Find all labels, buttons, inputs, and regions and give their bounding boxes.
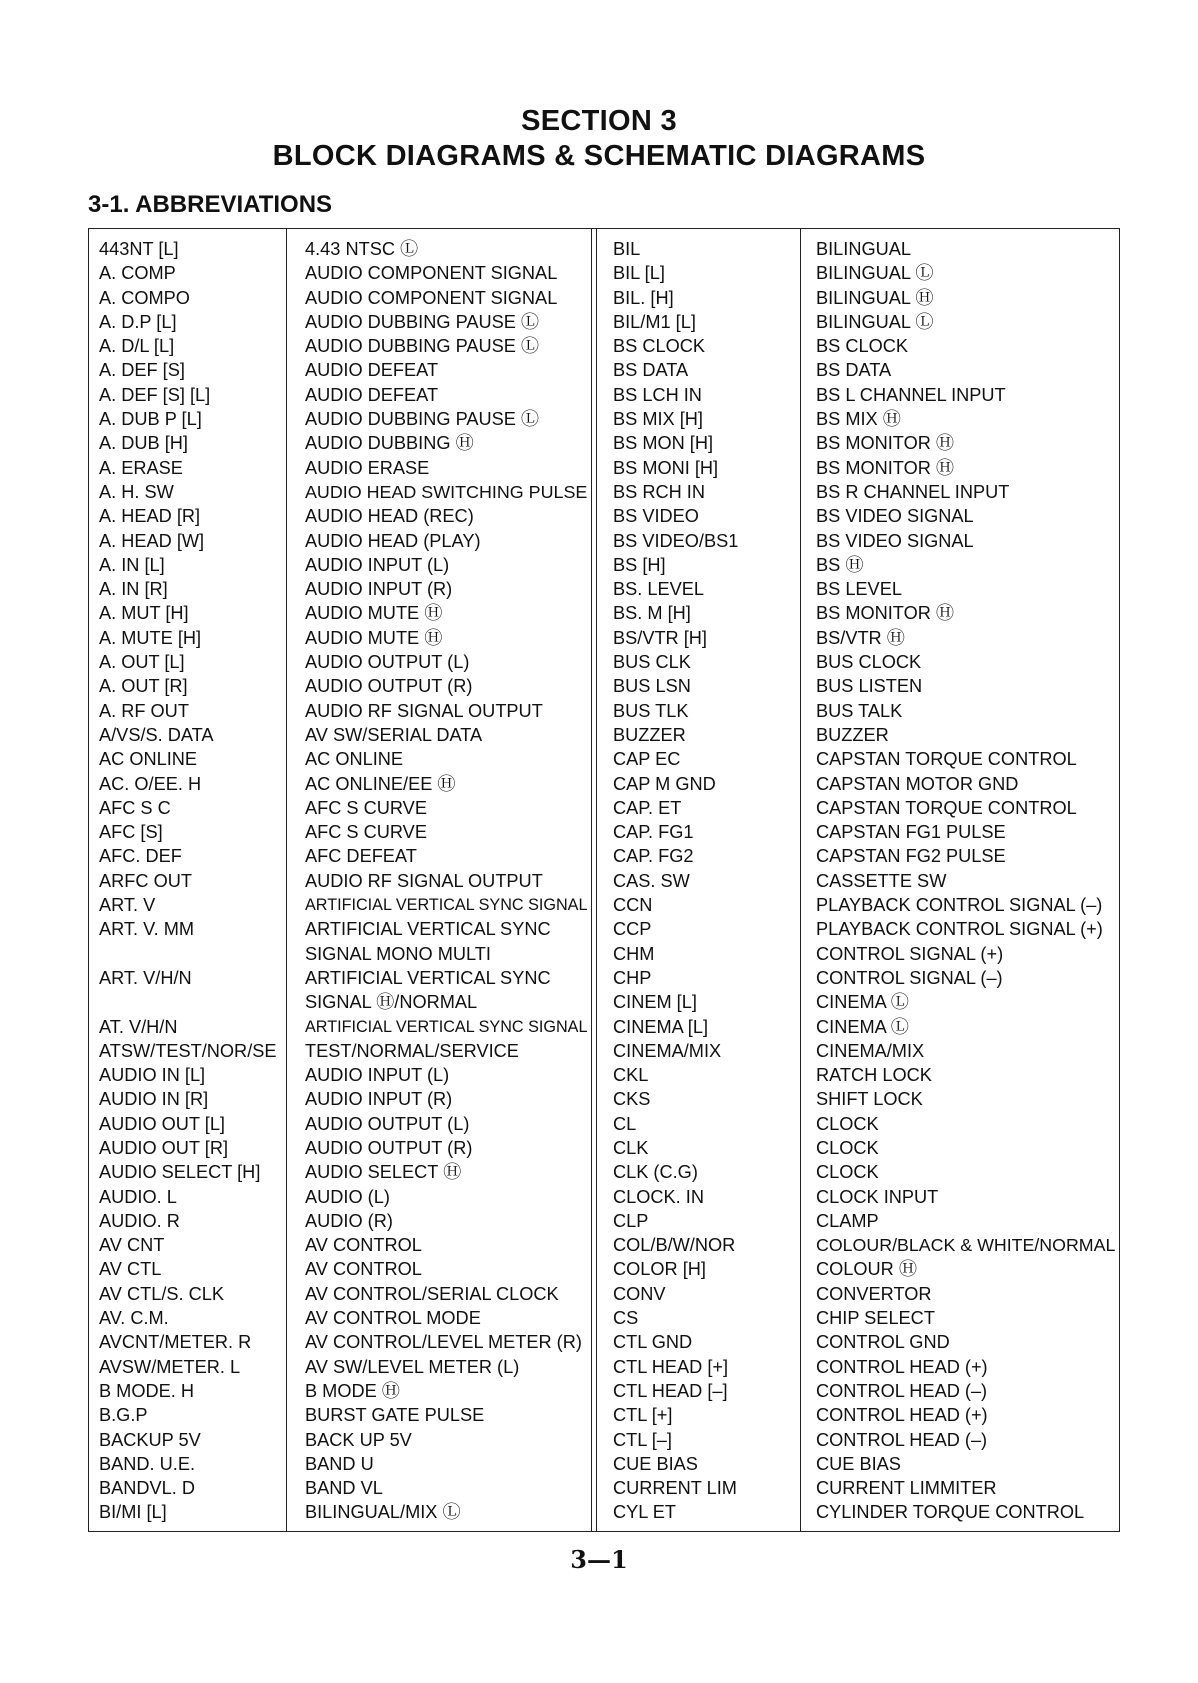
table-cell: AFC S CURVE — [305, 797, 427, 818]
table-cell: CS — [613, 1308, 639, 1329]
table-cell: AV CTL — [99, 1259, 162, 1280]
table-cell: AUDIO INPUT (L) — [305, 1065, 450, 1086]
table-cell: CAP. FG1 — [613, 822, 694, 843]
table-cell: CKS — [613, 1089, 651, 1110]
table-cell: BS DATA — [613, 360, 689, 381]
table-cell: AUDIO RF SIGNAL OUTPUT — [305, 870, 543, 891]
table-cell: BS CLOCK — [613, 336, 705, 357]
table-cell: AUDIO DUBBING PAUSE Ⓛ — [305, 311, 540, 332]
table-cell: BS MONITOR Ⓗ — [816, 603, 955, 624]
table-cell: BS L CHANNEL INPUT — [816, 384, 1006, 405]
table-cell: CL — [613, 1113, 637, 1134]
table-cell: B MODE Ⓗ — [305, 1380, 400, 1401]
table-cell: CTL HEAD [–] — [613, 1380, 728, 1401]
table-cell: BIL. [H] — [613, 287, 674, 308]
table-cell: CINEMA Ⓛ — [816, 992, 909, 1013]
table-cell: BS/VTR [H] — [613, 627, 707, 648]
table-cell: BS RCH IN — [613, 481, 705, 502]
table-cell: CURRENT LIM — [613, 1478, 737, 1499]
table-cell: CCP — [613, 919, 652, 940]
page-title: BLOCK DIAGRAMS & SCHEMATIC DIAGRAMS — [272, 140, 926, 172]
table-cell: BAND. U.E. — [99, 1453, 196, 1474]
table-cell: CUE BIAS — [613, 1453, 698, 1474]
table-cell: CONVERTOR — [816, 1283, 932, 1304]
table-cell: A. COMP — [99, 263, 176, 284]
table-cell: ARTIFICIAL VERTICAL SYNC — [305, 967, 551, 988]
table-cell: CINEMA/MIX — [816, 1040, 925, 1061]
table-cell: AUDIO RF SIGNAL OUTPUT — [305, 700, 543, 721]
table-cell: A. HEAD [R] — [99, 506, 201, 527]
table-cell: CAP M GND — [613, 773, 716, 794]
table-cell: CLK (C.G) — [613, 1162, 698, 1183]
table-cell: BS MONITOR Ⓗ — [816, 457, 955, 478]
column-divider — [286, 229, 287, 1531]
table-cell: CONTROL HEAD (+) — [816, 1356, 988, 1377]
table-cell: AV CONTROL — [305, 1235, 422, 1256]
table-cell: BUS LSN — [613, 676, 691, 697]
table-cell: BUZZER — [816, 724, 889, 745]
table-cell: CHM — [613, 943, 655, 964]
table-cell: AV CNT — [99, 1235, 165, 1256]
table-cell: CTL HEAD [+] — [613, 1356, 729, 1377]
table-cell: BS R CHANNEL INPUT — [816, 481, 1010, 502]
table-cell: CTL GND — [613, 1332, 693, 1353]
table-cell: BUS LISTEN — [816, 676, 923, 697]
table-cell: BIL/M1 [L] — [613, 311, 696, 332]
table-cell: BILINGUAL/MIX Ⓛ — [305, 1502, 461, 1523]
table-cell: AUDIO IN [R] — [99, 1089, 209, 1110]
table-cell: COLOR [H] — [613, 1259, 706, 1280]
table-cell: A. DEF [S] — [99, 360, 185, 381]
table-cell: CINEMA Ⓛ — [816, 1016, 909, 1037]
table-cell: CTL [–] — [613, 1429, 672, 1450]
table-cell: BS MONITOR Ⓗ — [816, 433, 955, 454]
section-heading: SECTION 3 — [521, 105, 677, 137]
table-cell: BIL [L] — [613, 263, 665, 284]
table-cell: A. MUT [H] — [99, 603, 189, 624]
table-cell: CONTROL HEAD (–) — [816, 1380, 988, 1401]
table-cell: CAPSTAN FG2 PULSE — [816, 846, 1006, 867]
table-cell: AFC DEFEAT — [305, 846, 417, 867]
table-cell: AUDIO OUTPUT (L) — [305, 652, 470, 673]
table-cell: AFC S C — [99, 797, 171, 818]
table-cell: AUDIO DUBBING PAUSE Ⓛ — [305, 409, 540, 430]
table-cell: AUDIO DEFEAT — [305, 360, 439, 381]
table-cell: A. D/L [L] — [99, 336, 175, 357]
table-cell: A. OUT [L] — [99, 652, 185, 673]
table-cell: BS VIDEO SIGNAL — [816, 530, 974, 551]
table-cell: BIL — [613, 239, 641, 259]
table-cell: CINEMA/MIX — [613, 1040, 722, 1061]
table-cell: B.G.P — [99, 1405, 148, 1426]
table-cell: ART. V/H/N — [99, 967, 192, 988]
table-cell: AUDIO OUTPUT (L) — [305, 1113, 470, 1134]
table-cell: BAND VL — [305, 1478, 383, 1499]
table-cell: AUDIO INPUT (R) — [305, 1089, 453, 1110]
table-cell: AUDIO COMPONENT SIGNAL — [305, 287, 558, 308]
table-cell: CAS. SW — [613, 870, 690, 891]
table-cell: CASSETTE SW — [816, 870, 947, 891]
table-cell: A. IN [L] — [99, 554, 165, 575]
table-cell: AFC S CURVE — [305, 822, 427, 843]
table-cell: AUDIO OUT [L] — [99, 1113, 225, 1134]
table-cell: A. H. SW — [99, 481, 174, 502]
table-cell: A. IN [R] — [99, 579, 168, 600]
table-cell: CONTROL GND — [816, 1332, 950, 1353]
table-cell: BS LEVEL — [816, 579, 902, 600]
table-cell: PLAYBACK CONTROL SIGNAL (–) — [816, 895, 1103, 916]
table-cell: AFC [S] — [99, 822, 163, 843]
center-double-divider — [596, 229, 597, 1531]
table-cell: BILINGUAL Ⓛ — [816, 263, 934, 284]
table-cell: BUS CLK — [613, 652, 691, 673]
table-cell: BS VIDEO/BS1 — [613, 530, 739, 551]
table-cell: CLOCK INPUT — [816, 1186, 939, 1207]
table-cell: BUS TALK — [816, 700, 903, 721]
table-cell: BS Ⓗ — [816, 554, 864, 575]
subsection-heading: 3-1. ABBREVIATIONS — [88, 191, 333, 218]
left-abbreviation-column — [99, 237, 281, 1525]
table-cell: AUDIO (R) — [305, 1210, 393, 1231]
table-cell: BS CLOCK — [816, 336, 908, 357]
table-cell: CYLINDER TORQUE CONTROL — [816, 1502, 1085, 1523]
table-cell: AUDIO. R — [99, 1210, 180, 1231]
table-cell — [99, 990, 281, 1014]
table-cell: A. OUT [R] — [99, 676, 188, 697]
table-cell: CINEMA [L] — [613, 1016, 709, 1037]
table-cell: AUDIO DUBBING PAUSE Ⓛ — [305, 336, 540, 357]
table-cell: A. DUB [H] — [99, 433, 188, 454]
table-cell: AUDIO SELECT [H] — [99, 1162, 261, 1183]
table-cell: CCN — [613, 895, 653, 916]
column-divider — [591, 229, 592, 1531]
table-cell: ART. V — [99, 895, 156, 916]
table-cell: CAP. ET — [613, 797, 682, 818]
table-cell: BS. M [H] — [613, 603, 691, 624]
table-cell: BS MONI [H] — [613, 457, 719, 478]
table-cell: CKL — [613, 1065, 649, 1086]
table-cell: CLOCK. IN — [613, 1186, 704, 1207]
table-cell: AVSW/METER. L — [99, 1356, 241, 1377]
table-cell: AC ONLINE — [305, 749, 404, 770]
table-cell: A. ERASE — [99, 457, 183, 478]
page-number: 3—1 — [570, 1545, 628, 1574]
table-cell: AV CTL/S. CLK — [99, 1283, 224, 1304]
table-cell: AV CONTROL/SERIAL CLOCK — [305, 1283, 559, 1304]
table-cell: BAND U — [305, 1453, 374, 1474]
table-cell: SIGNAL Ⓗ/NORMAL — [305, 992, 478, 1013]
table-cell: BS MIX [H] — [613, 409, 703, 430]
table-cell: CUE BIAS — [816, 1453, 901, 1474]
table-cell: CHIP SELECT — [816, 1308, 935, 1329]
table-cell: ARTIFICIAL VERTICAL SYNC SIGNAL — [305, 1017, 587, 1036]
left-meaning-column — [305, 237, 587, 1525]
table-cell: BS MON [H] — [613, 433, 714, 454]
table-cell: AUDIO COMPONENT SIGNAL — [305, 263, 558, 284]
table-cell: CONTROL HEAD (+) — [816, 1405, 988, 1426]
table-cell: AUDIO MUTE Ⓗ — [305, 603, 443, 624]
table-cell: AV. C.M. — [99, 1308, 169, 1329]
table-cell: AV SW/SERIAL DATA — [305, 724, 483, 745]
abbreviations-table — [88, 228, 1120, 1532]
table-cell: AUDIO HEAD (PLAY) — [305, 530, 481, 551]
table-cell: A. MUTE [H] — [99, 627, 202, 648]
table-cell: COLOUR/BLACK & WHITE/NORMAL — [816, 1235, 1116, 1256]
table-cell: A. RF OUT — [99, 700, 189, 721]
table-cell: CLK — [613, 1137, 649, 1158]
table-cell: SIGNAL MONO MULTI — [305, 943, 491, 964]
table-cell: AUDIO DEFEAT — [305, 384, 439, 405]
table-cell: AUDIO (L) — [305, 1186, 390, 1207]
table-cell: BILINGUAL Ⓗ — [816, 287, 934, 308]
table-cell: ARTIFICIAL VERTICAL SYNC — [305, 919, 551, 940]
table-cell: A. D.P [L] — [99, 311, 177, 332]
table-cell: BS VIDEO SIGNAL — [816, 506, 974, 527]
table-cell: AUDIO. L — [99, 1186, 177, 1207]
table-cell: AC. O/EE. H — [99, 773, 202, 794]
table-cell: SHIFT LOCK — [816, 1089, 923, 1110]
table-cell: AC ONLINE/EE Ⓗ — [305, 773, 456, 794]
table-cell: BILINGUAL Ⓛ — [816, 311, 934, 332]
table-cell: BACKUP 5V — [99, 1429, 201, 1450]
table-cell: BS. LEVEL — [613, 579, 704, 600]
table-cell: BS/VTR Ⓗ — [816, 627, 905, 648]
table-cell: CONTROL SIGNAL (+) — [816, 943, 1004, 964]
table-cell: AUDIO ERASE — [305, 457, 430, 478]
table-cell — [99, 942, 281, 966]
table-cell: CHP — [613, 967, 652, 988]
table-cell: AFC. DEF — [99, 846, 182, 867]
table-cell: CAP. FG2 — [613, 846, 694, 867]
table-cell: AV CONTROL — [305, 1259, 422, 1280]
table-cell: AV CONTROL/LEVEL METER (R) — [305, 1332, 582, 1353]
table-cell: BILINGUAL — [816, 239, 912, 259]
table-cell: CAPSTAN FG1 PULSE — [816, 822, 1006, 843]
table-cell: CLP — [613, 1210, 649, 1231]
table-cell: AUDIO IN [L] — [99, 1065, 206, 1086]
table-cell: BUS TLK — [613, 700, 689, 721]
table-cell: BANDVL. D — [99, 1478, 196, 1499]
table-cell: B MODE. H — [99, 1380, 194, 1401]
table-cell: AC ONLINE — [99, 749, 198, 770]
table-cell: BS [H] — [613, 554, 666, 575]
table-cell: TEST/NORMAL/SERVICE — [305, 1040, 519, 1061]
right-abbreviation-column — [613, 237, 793, 1525]
table-cell: AUDIO DUBBING Ⓗ — [305, 433, 474, 454]
table-cell: CAP EC — [613, 749, 681, 770]
table-cell: RATCH LOCK — [816, 1065, 932, 1086]
table-cell: A. DEF [S] [L] — [99, 384, 211, 405]
table-cell: AUDIO OUTPUT (R) — [305, 1137, 473, 1158]
table-cell: CAPSTAN MOTOR GND — [816, 773, 1019, 794]
table-cell: CLOCK — [816, 1113, 879, 1134]
table-cell: BI/MI [L] — [99, 1502, 167, 1523]
table-cell: CONTROL HEAD (–) — [816, 1429, 988, 1450]
table-cell: A. HEAD [W] — [99, 530, 205, 551]
table-cell: AUDIO OUTPUT (R) — [305, 676, 473, 697]
table-cell: AV SW/LEVEL METER (L) — [305, 1356, 520, 1377]
table-cell: ART. V. MM — [99, 919, 195, 940]
table-cell: CLAMP — [816, 1210, 879, 1231]
table-cell: BACK UP 5V — [305, 1429, 412, 1450]
table-cell: A. DUB P [L] — [99, 409, 202, 430]
table-cell: AUDIO HEAD (REC) — [305, 506, 474, 527]
table-cell: CLOCK — [816, 1162, 879, 1183]
table-cell: BS LCH IN — [613, 384, 702, 405]
table-cell: AT. V/H/N — [99, 1016, 178, 1037]
table-cell: AUDIO MUTE Ⓗ — [305, 627, 443, 648]
table-cell: AV CONTROL MODE — [305, 1308, 481, 1329]
table-cell: ARFC OUT — [99, 870, 192, 891]
table-cell: BS MIX Ⓗ — [816, 409, 901, 430]
table-cell: 443NT [L] — [99, 239, 179, 259]
table-cell: AVCNT/METER. R — [99, 1332, 252, 1353]
table-cell: CINEM [L] — [613, 992, 697, 1013]
table-cell: COL/B/W/NOR — [613, 1235, 736, 1256]
table-cell: BUS CLOCK — [816, 652, 922, 673]
table-cell: CURRENT LIMMITER — [816, 1478, 997, 1499]
table-cell: COLOUR Ⓗ — [816, 1259, 918, 1280]
table-cell: PLAYBACK CONTROL SIGNAL (+) — [816, 919, 1103, 940]
table-cell: AUDIO OUT [R] — [99, 1137, 229, 1158]
table-cell: CTL [+] — [613, 1405, 673, 1426]
table-cell: CONTROL SIGNAL (–) — [816, 967, 1003, 988]
table-cell: CAPSTAN TORQUE CONTROL — [816, 797, 1077, 818]
table-cell: CONV — [613, 1283, 666, 1304]
table-cell: 4.43 NTSC Ⓛ — [305, 239, 419, 259]
table-cell: CLOCK — [816, 1137, 879, 1158]
table-cell: AUDIO INPUT (R) — [305, 579, 453, 600]
table-cell: BURST GATE PULSE — [305, 1405, 485, 1426]
table-cell: ARTIFICIAL VERTICAL SYNC SIGNAL — [305, 896, 587, 915]
table-cell: CYL ET — [613, 1502, 676, 1523]
right-meaning-column — [816, 237, 1116, 1525]
table-cell: A/VS/S. DATA — [99, 724, 214, 745]
table-cell: ATSW/TEST/NOR/SE — [99, 1040, 277, 1061]
table-cell: AUDIO HEAD SWITCHING PULSE — [305, 481, 587, 502]
table-cell: CAPSTAN TORQUE CONTROL — [816, 749, 1077, 770]
table-cell: AUDIO SELECT Ⓗ — [305, 1162, 462, 1183]
table-cell: AUDIO INPUT (L) — [305, 554, 450, 575]
table-cell: BS DATA — [816, 360, 892, 381]
column-divider — [800, 229, 801, 1531]
table-cell: BUZZER — [613, 724, 686, 745]
table-cell: BS VIDEO — [613, 506, 699, 527]
table-cell: A. COMPO — [99, 287, 190, 308]
